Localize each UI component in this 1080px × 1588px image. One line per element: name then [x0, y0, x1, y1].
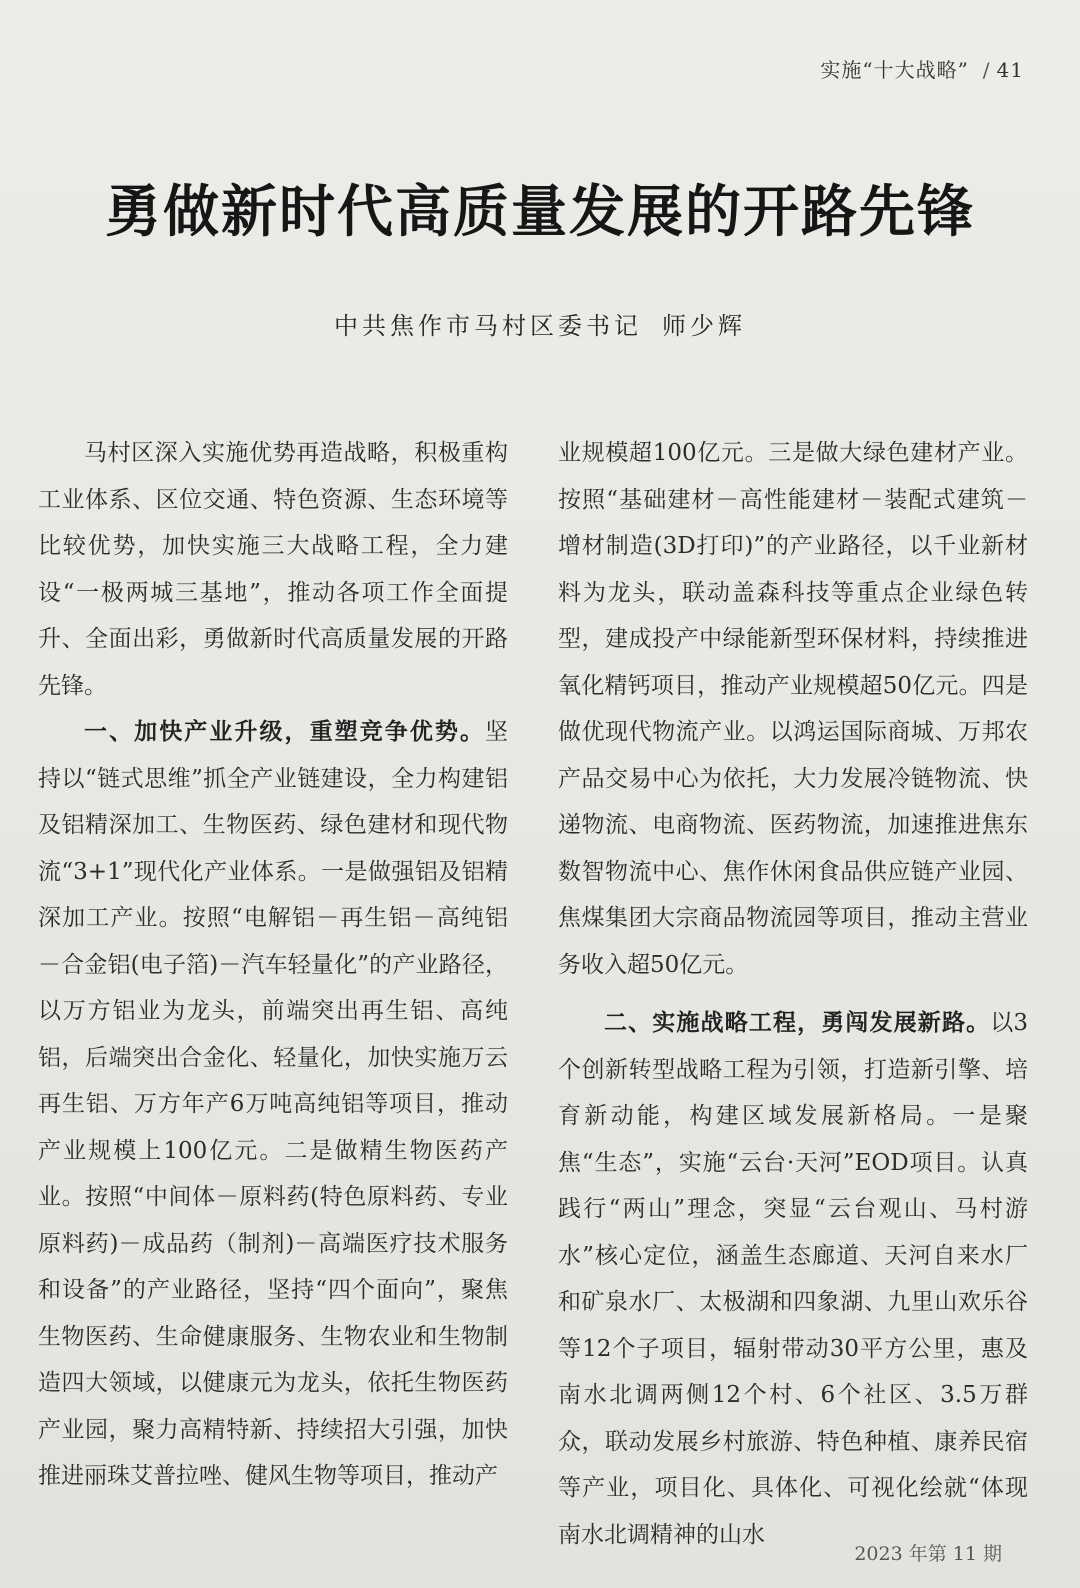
- section-1-body: 坚持以“链式思维”抓全产业链建设，全力构建铝及铝精深加工、生物医药、绿色建材和现代物流“3+1”现代化产业体系。一是做强铝及铝精深加工产业。按照“电解铝－再生铝－高纯铝－合金铝(电子箔)－汽车轻量化”的产业路径，以万方铝业为龙头，前端突出再生铝、高纯铝，后端突出合金化、轻量化，加快实施万云再生铝、万方年产6万吨高纯铝等项目，推动产业规模上100亿元。二是做精生物医药产业。按照“中间体－原料药(特色原料药、专业原料药)－成品药（制剂)－高端医疗技术服务和设备”的产业路径，坚持“四个面向”，聚焦生物医药、生命健康服务、生物农业和生物制造四大领域，以健康元为龙头，依托生物医药产业园，聚力高精特新、持续招大引强，加快推进丽珠艾普拉唑、健风生物等项目，推动产: [38, 719, 508, 1489]
- running-head: [820, 54, 1024, 83]
- left-column: [38, 430, 508, 1500]
- section-2-paragraph: [558, 1000, 1028, 1558]
- page-number: 41: [996, 58, 1024, 82]
- intro-paragraph: 马村区深入实施优势再造战略，积极重构工业体系、区位交通、特色资源、生态环境等比较优势，加快实施三大战略工程，全力建设“一极两城三基地”，推动各项工作全面提升、全面出彩，勇做新时代高质量发展的开路先锋。: [38, 440, 508, 699]
- right-column: [558, 430, 1028, 1558]
- section-1-heading: 一、加快产业升级，重塑竞争优势。: [84, 718, 485, 745]
- article-title: 勇做新时代高质量发展的开路先锋: [105, 180, 975, 245]
- issue-footer: 2023 年第 11 期: [854, 1543, 1002, 1565]
- running-head-slash: /: [982, 58, 991, 82]
- byline: [0, 306, 1080, 341]
- section-2-heading: 二、实施战略工程，勇闯发展新路。: [604, 1009, 991, 1036]
- section-2-body: 以3个创新转型战略工程为引领，打造新引擎、培育新动能，构建区域发展新格局。一是聚焦“生态”，实施“云台·天河”EOD项目。认真践行“两山”理念，突显“云台观山、马村游水”核心定位，涵盖生态廊道、天河自来水厂和矿泉水厂、太极湖和四象湖、九里山欢乐谷等12个子项目，辐射带动30平方公里，惠及南水北调两侧12个村、6个社区、3.5万群众，联动发展乡村旅游、特色种植、康养民宿等产业，项目化、具体化、可视化绘就“体现南水北调精神的山水: [558, 1010, 1029, 1548]
- continuation-paragraph: 业规模超100亿元。三是做大绿色建材产业。按照“基础建材－高性能建材－装配式建筑－增材制造(3D打印)”的产业路径，以千业新材料为龙头，联动盖森科技等重点企业绿色转型，建成投产中绿能新型环保材料，持续推进氧化精钙项目，推动产业规模超50亿元。四是做优现代物流产业。以鸿运国际商城、万邦农产品交易中心为依托，大力发展冷链物流、快递物流、电商物流、医药物流，加速推进焦东数智物流中心、焦作休闲食品供应链产业园、焦煤集团大宗商品物流园等项目，推动主营业务收入超50亿元。: [558, 440, 1028, 978]
- running-head-section: 实施“十大战略”: [820, 58, 969, 82]
- section-1-paragraph: [38, 709, 508, 1500]
- author-name: 师少辉: [662, 312, 746, 340]
- author-position: 中共焦作市马村区委书记: [334, 312, 642, 340]
